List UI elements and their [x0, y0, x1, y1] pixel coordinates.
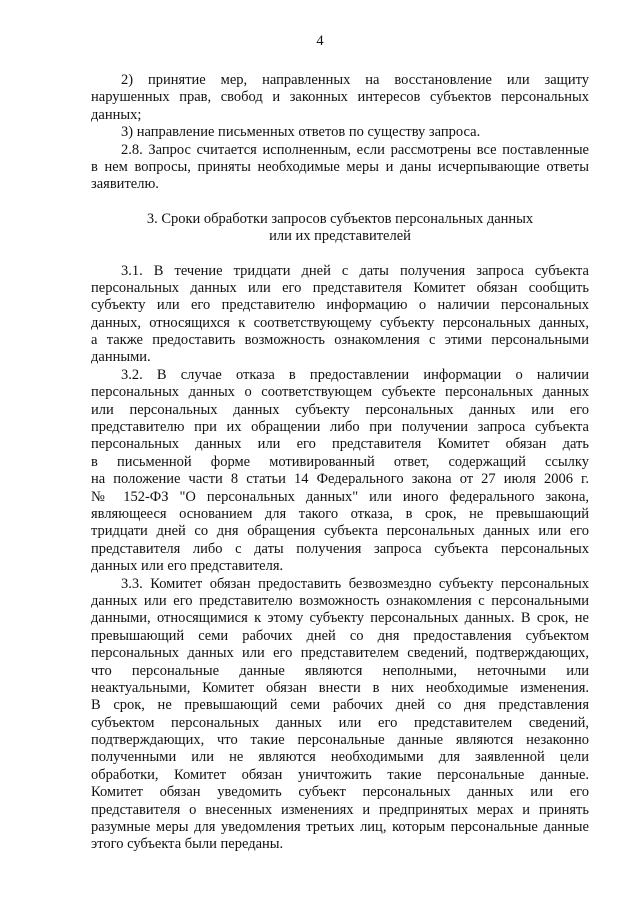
section-heading-line: или их представителей [269, 228, 411, 245]
text-line: представителю при их обращении либо при получении запроса субъекта [91, 419, 589, 436]
text-line: субъектом персональных данных или его представителем сведений, [91, 714, 589, 731]
spacer [91, 194, 589, 211]
text-line: В срок, не превышающий семи рабочих дней со дня представления [91, 697, 589, 714]
section-heading [91, 211, 589, 246]
text-line: на положение части 8 статьи 14 Федерального закона от 27 июля 2006 г. [91, 471, 589, 488]
text-line: персональных данных или его представителя Комитет обязан дать [91, 436, 589, 453]
text-line: 3.2. В случае отказа в предоставлении информации о наличии [121, 366, 589, 383]
text-line: Комитет обязан уведомить субъект персональных данных или его [91, 784, 589, 801]
document-body [91, 70, 589, 854]
text-line: данными. [91, 349, 151, 366]
text-line: обработки, Комитет обязан уничтожить такие персональные данные. [91, 766, 589, 783]
text-line: данными, относящимися к этому субъекту персональных данных. В срок, не [91, 610, 589, 627]
text-line: 3) направление письменных ответов по существу запроса. [121, 124, 481, 141]
text-line: являющееся основанием для такого отказа, в срок, не превышающий [91, 505, 589, 522]
text-line: в нем вопросы, приняты необходимые меры и даны исчерпывающие ответы [91, 158, 589, 175]
text-line: данных или его представителя. [91, 558, 284, 575]
text-line: тридцати дней со дня обращения субъекта персональных данных или его [91, 523, 589, 540]
text-line: полученными или не являются необходимыми для заявленной цели [91, 749, 589, 766]
text-line: № 152-ФЗ "О персональных данных" или иного федерального закона, [91, 488, 589, 505]
text-line: персональных данных или его представителем сведений, подтверждающих, [91, 645, 589, 662]
text-line: а также предоставить возможность ознакомления с этими персональными [91, 332, 589, 349]
text-line: данных; [91, 106, 142, 123]
section-heading-line: 3. Сроки обработки запросов субъектов персональных данных [146, 210, 534, 227]
text-line: неактуальными, Комитет обязан внести в них необходимые изменения. [91, 679, 589, 696]
text-line: заявителю. [91, 176, 159, 193]
text-line: 2.8. Запрос считается исполненным, если рассмотрены все поставленные [121, 141, 589, 158]
text-line: 2) принятие мер, направленных на восстановление или защиту [121, 72, 589, 88]
text-line: нарушенных прав, свобод и законных интересов субъектов персональных [91, 89, 589, 106]
text-line: представителя либо с даты получения запроса субъекта персональных [91, 540, 589, 557]
page-number: 4 [316, 33, 324, 49]
text-line: подтверждающих, что такие персональные данные являются незаконно [91, 732, 589, 749]
intro-section [91, 72, 589, 194]
text-line: в письменной форме мотивированный ответ, содержащий ссылку [91, 453, 589, 470]
section-3-body [91, 263, 589, 854]
text-line: превышающий семи рабочих дней со дня предоставления субъектом [91, 627, 589, 644]
text-line: данных или его представителю возможность ознакомления с персональными [91, 592, 589, 609]
text-line: 3.3. Комитет обязан предоставить безвозмездно субъекту персональных [121, 575, 589, 592]
text-line: субъекту или его представителю информацию о наличии персональных [91, 297, 589, 314]
text-line: разумные меры для уведомления третьих лиц, которым персональные данные [91, 819, 589, 836]
text-line: или персональных данных субъекту персональных данных или его [91, 401, 589, 418]
text-line: представителя о внесенных изменениях и предпринятых мерах и принять [91, 801, 589, 818]
text-line: данных, относящихся к соответствующему субъекту персональных данных, [91, 314, 589, 331]
text-line: что персональные данные являются неполными, неточными или [91, 662, 589, 679]
text-line: персональных данных или его представителя Комитет обязан сообщить [91, 279, 589, 296]
text-line: 3.1. В течение тридцати дней с даты получения запроса субъекта [121, 262, 589, 279]
text-line: персональных данных о соответствующем субъекте персональных данных [91, 384, 589, 401]
text-line: этого субъекта были переданы. [91, 836, 284, 853]
